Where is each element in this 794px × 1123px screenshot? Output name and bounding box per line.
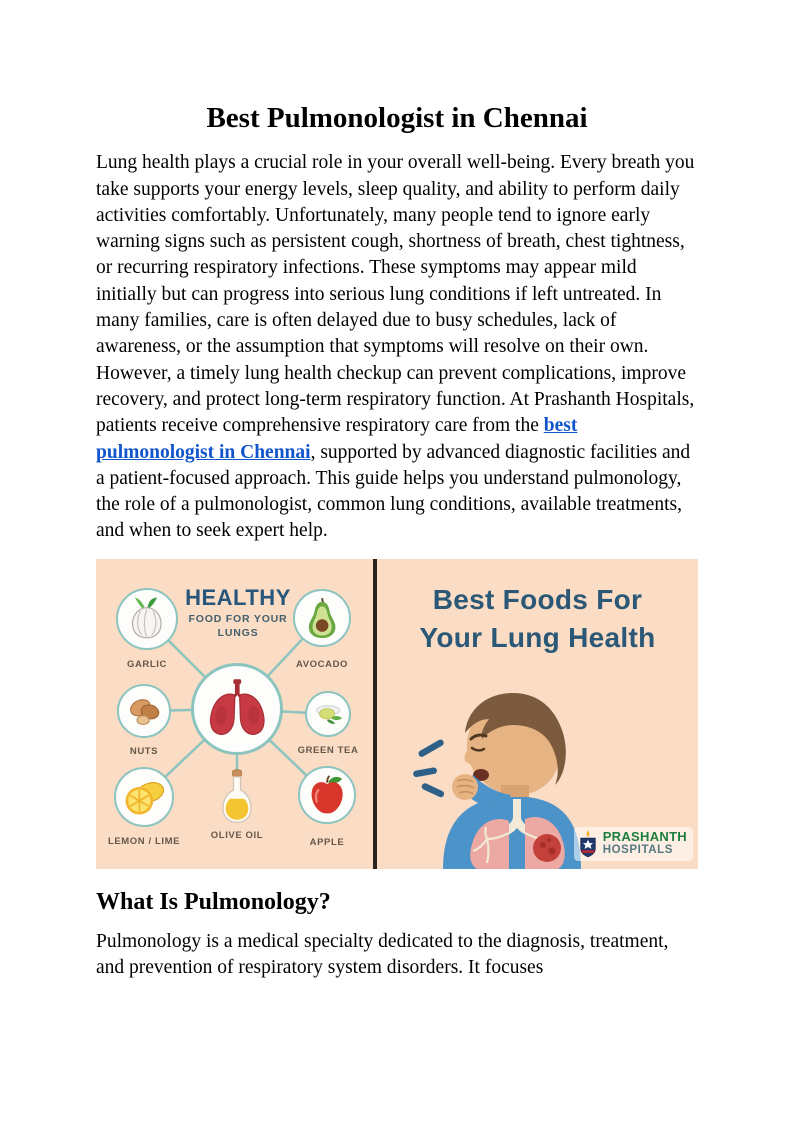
hospital-logo-name: PRASHANTH [602,829,687,845]
food-label-green-tea: GREEN TEA [297,744,359,756]
garlic-icon [116,588,178,650]
lemon-lime-icon [114,767,174,827]
lungs-icon [191,663,283,755]
food-label-olive-oil: OLIVE OIL [210,829,264,841]
coughing-man-illustration [413,687,593,869]
intro-paragraph [96,150,698,544]
hospital-logo-text [603,830,687,857]
left-panel-subtitle-line2: LUNGS [217,626,259,639]
section-paragraph: Pulmonology is a medical specialty dedicated to the diagnosis, treatment, and prevention of respiratory system disorders. It focuses [96,930,669,978]
avocado-icon [293,589,351,647]
left-panel-heading [178,585,298,639]
section-heading: What Is Pulmonology? [96,888,331,915]
food-label-lemon-lime: LEMON / LIME [107,835,181,847]
intro-text-after-link: , supported by advanced diagnostic facilities and a patient-focused approach. This guide helps you understand pulmonology, the role of a pulmonologist, common lung conditions, available treatments, and when to seek expert help. [96,441,691,542]
green-tea-icon [305,691,351,737]
hospital-logo [574,827,693,861]
nuts-icon [117,684,171,738]
right-panel-title-line2: Your Lung Health [419,621,656,653]
best-pulmonologist-link[interactable]: best pulmonologist in Chennai [96,415,578,463]
food-label-nuts: NUTS [129,745,159,757]
best-foods-panel [377,559,698,869]
hospital-logo-tagline: HOSPITALS [602,844,674,857]
left-panel-subtitle-line1: FOOD FOR YOUR [188,612,288,625]
food-label-avocado: AVOCADO [295,658,349,670]
food-label-garlic: GARLIC [126,658,167,670]
food-label-apple: APPLE [309,836,345,848]
page-title: Best Pulmonologist in Chennai [206,102,588,134]
olive-oil-icon [219,769,255,825]
apple-icon [298,766,356,824]
hospital-shield-icon [578,830,598,858]
cough-lines-icon [413,738,445,798]
right-panel-title-line1: Best Foods For [432,583,643,615]
lung-health-infographic [96,559,698,869]
healthy-foods-panel [96,559,373,869]
right-panel-title [377,581,698,657]
left-panel-title: HEALTHY [185,584,291,610]
intro-text-before-link: Lung health plays a crucial role in your overall well-being. Every breath you take supports your energy levels, sleep quality, and ability to perform daily activities comfortably. Unfortunately, many people tend to ignore early warning signs such as persistent cough, shortness of breath, chest tightness, or recurring respiratory infections. These symptoms may appear mild initially but can progress into serious lung conditions if left untreated. In many families, care is often delayed due to busy schedules, lack of awareness, or the assumption that symptoms will resolve on their own. However, a timely lung health checkup can prevent complications, improve recovery, and protect long-term respiratory function. At Prashanth Hospitals, patients receive comprehensive respiratory care from the [96,152,695,437]
